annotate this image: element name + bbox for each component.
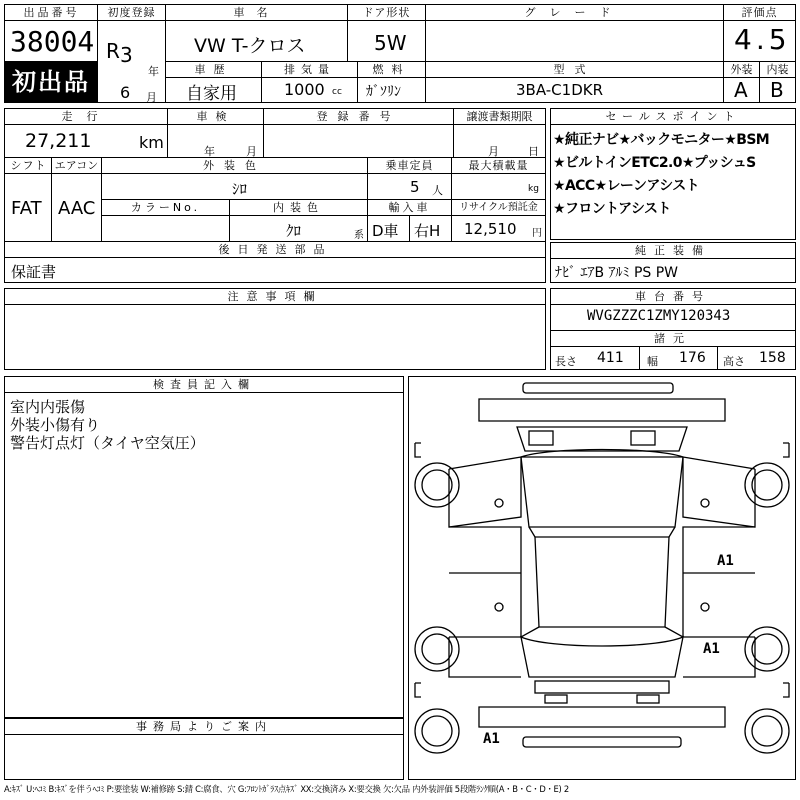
shift-label: シフト (5, 158, 52, 174)
inspector-line-1: 室内内張傷 (10, 398, 86, 416)
ext-color-cell (102, 158, 368, 200)
fuel-cell (358, 62, 426, 103)
length-label: 長さ (555, 355, 577, 368)
import-type: D車 (372, 222, 399, 240)
model-value: 3BA-C1DKR (516, 81, 604, 99)
dims-divider-1 (639, 347, 640, 370)
inspection-month-unit: 月 (246, 145, 257, 158)
dims-divider-2 (717, 347, 718, 370)
history-label: 車歴 (166, 62, 261, 78)
door-value: 5W (374, 31, 407, 55)
inspector-box (4, 376, 404, 718)
grade-label: グレード (426, 5, 723, 21)
office-label: 事務局よりご案内 (5, 719, 403, 735)
inspection-label: 車検 (168, 109, 263, 125)
lot-number: 38004 (10, 25, 95, 58)
load-unit: kg (528, 184, 539, 194)
equipment-box (550, 242, 796, 283)
ext-grade-value: A (734, 78, 748, 102)
capacity-unit: 人 (432, 184, 443, 197)
later-parts-label: 後日発送部品 (5, 242, 546, 258)
deadline-label: 譲渡書類期限 (454, 109, 545, 125)
sales-line-2: ★ビルトインETC2.0★プッシュS (553, 155, 756, 171)
inspection-year-unit: 年 (204, 145, 215, 158)
score-cell (724, 4, 796, 62)
score-label: 評価点 (724, 5, 795, 21)
ext-color-value: ｼﾛ (232, 180, 248, 198)
capacity-cell (368, 158, 452, 200)
capacity-value: 5 (410, 178, 420, 196)
steering-value: 右H (414, 222, 441, 240)
model-label: 型式 (426, 62, 723, 78)
chassis-value: WVGZZZC1ZMY120343 (587, 308, 731, 324)
inspector-label: 検査員記入欄 (5, 377, 403, 393)
grade-cell (426, 4, 724, 62)
recycle-unit: 円 (532, 228, 542, 239)
year-unit: 年 (148, 65, 159, 78)
int-color-value: ｸﾛ (286, 222, 302, 240)
height-value: 158 (759, 350, 786, 366)
office-box (4, 718, 404, 780)
ac-value: AAC (58, 198, 96, 219)
int-grade-label: 内装 (760, 62, 795, 78)
height-label: 高さ (723, 355, 745, 368)
load-label: 最大積載量 (452, 158, 545, 174)
car-outline-graphic (409, 377, 795, 779)
inspector-line-2: 外装小傷有り (10, 416, 101, 434)
recycle-label: リサイクル預託金 (452, 200, 545, 216)
door-label: ドア形状 (348, 5, 425, 21)
sales-line-4: ★フロントアシスト (553, 201, 671, 217)
fuel-value: ｶﾞｿﾘﾝ (366, 84, 401, 100)
int-grade-cell (760, 62, 796, 103)
reg-no-label: 登録番号 (264, 109, 453, 125)
color-no-cell (102, 200, 230, 242)
width-value: 176 (679, 350, 706, 366)
shift-value: FAT (11, 198, 42, 219)
load-cell (452, 158, 546, 200)
notes-box (4, 288, 546, 370)
shift-cell (4, 158, 52, 242)
ext-color-label: 外装色 (102, 158, 367, 174)
capacity-label: 乗車定員 (368, 158, 451, 174)
car-name-cell (166, 4, 348, 62)
year-value: 3 (120, 43, 133, 67)
length-value: 411 (597, 350, 624, 366)
damage-mark-1: A1 (717, 553, 734, 569)
int-color-unit: 系 (354, 230, 364, 241)
inspector-line-3: 警告灯点灯（タイヤ空気圧） (10, 434, 205, 452)
ac-cell (52, 158, 102, 242)
displacement-unit: cc (332, 87, 342, 97)
first-reg-cell (98, 4, 166, 103)
int-color-cell (230, 200, 368, 242)
import-cell (368, 200, 452, 242)
import-divider (409, 216, 410, 242)
mileage-unit: km (139, 133, 164, 152)
era: R (106, 39, 120, 63)
damage-mark-2: A1 (703, 641, 720, 657)
first-listing-badge: 初出品 (4, 62, 98, 103)
mileage-label: 走行 (5, 109, 168, 125)
lot-label: 出品番号 (5, 5, 98, 21)
color-no-label: カラーNo. (102, 200, 229, 216)
inspection-cell (168, 108, 264, 158)
equipment-label: 純正装備 (551, 243, 795, 259)
ac-label: エアコン (52, 158, 101, 174)
deadline-day-unit: 日 (528, 145, 539, 158)
first-reg-label: 初度登録 (98, 5, 165, 21)
ext-grade-cell (724, 62, 760, 103)
sales-line-3: ★ACC★レーンアシスト (553, 178, 700, 194)
later-parts-value: 保証書 (11, 263, 57, 281)
dims-label: 諸元 (551, 330, 795, 347)
mileage-value: 27,211 (25, 130, 92, 152)
legend: A:ｷｽﾞ U:ﾍｺﾐ B:ｷｽﾞを伴うﾍｺﾐ P:要塗装 W:補修跡 S:錆 C:腐食、穴 G:ﾌﾛﾝﾄｶﾞﾗｽ点ｷｽﾞ XX:交換済み X:要交換 欠:欠品 内外装評価 5段階ﾗﾝｸ順(A・B・C・D・E) 2 (4, 784, 569, 794)
ext-grade-label: 外装 (724, 62, 759, 78)
history-cell (166, 62, 262, 103)
later-parts-cell (4, 242, 546, 283)
lot-cell (4, 4, 98, 62)
fuel-label: 燃料 (358, 62, 425, 78)
car-name: VW T-クロス (194, 35, 306, 57)
mileage-cell (4, 108, 168, 158)
displacement-cell (262, 62, 358, 103)
score-value: 4.5 (734, 23, 791, 56)
month-unit: 月 (146, 91, 157, 103)
recycle-cell (452, 200, 546, 242)
sales-box (550, 108, 796, 240)
reg-no-cell (264, 108, 454, 158)
model-cell (426, 62, 724, 103)
car-diagram (408, 376, 796, 780)
car-name-label: 車名 (166, 5, 347, 21)
import-label: 輸入車 (368, 200, 451, 216)
int-grade-value: B (770, 78, 784, 102)
recycle-value: 12,510 (464, 220, 517, 238)
month-value: 6 (120, 83, 131, 102)
sales-line-1: ★純正ナビ★バックモニター★BSM (553, 132, 770, 148)
displacement-value: 1000 (284, 80, 325, 99)
equipment-value: ﾅﾋﾞ ｴｱB ｱﾙﾐ PS PW (555, 265, 679, 281)
int-color-label: 内装色 (230, 200, 367, 216)
deadline-month-unit: 月 (488, 145, 499, 158)
chassis-label: 車台番号 (551, 289, 795, 305)
chassis-box (550, 288, 796, 370)
width-label: 幅 (647, 355, 658, 368)
damage-mark-3: A1 (483, 731, 500, 747)
deadline-cell (454, 108, 546, 158)
displacement-label: 排気量 (262, 62, 357, 78)
door-cell (348, 4, 426, 62)
sales-label: セールスポイント (551, 109, 795, 125)
history-value: 自家用 (186, 84, 237, 103)
notes-label: 注意事項欄 (5, 289, 545, 305)
